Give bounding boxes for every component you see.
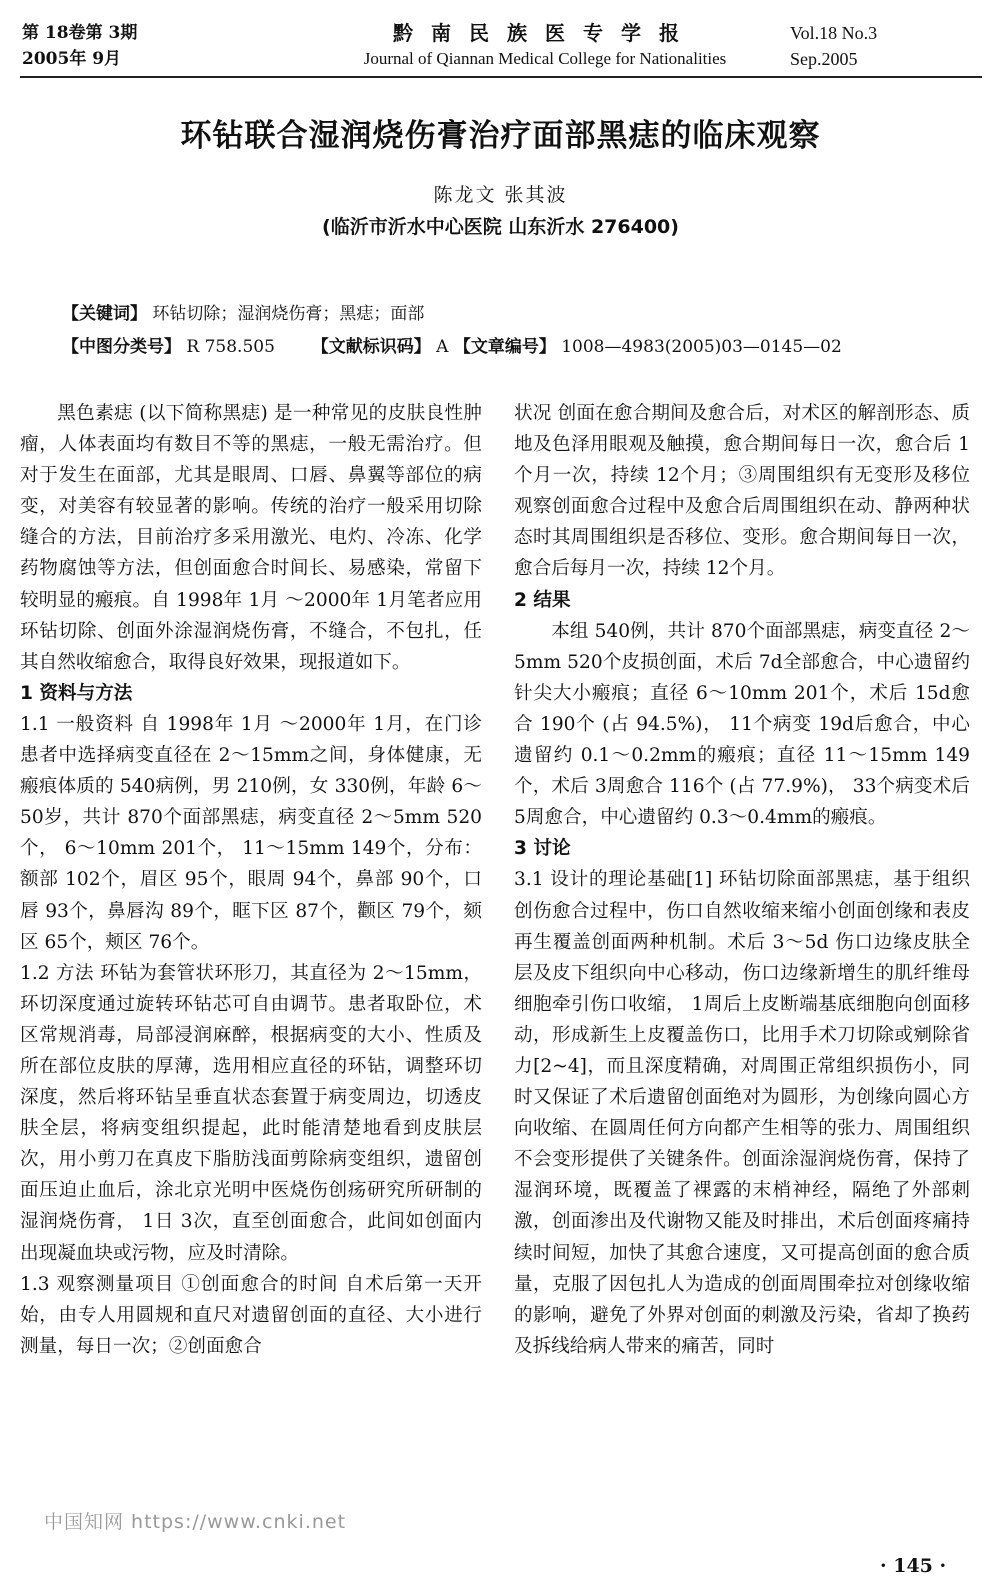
keywords-label: 【关键词】 (62, 304, 147, 324)
section-heading: 2 结果 (514, 589, 571, 611)
right-column (514, 398, 970, 1362)
section-heading: 1 资料与方法 (20, 682, 133, 704)
subsection-paragraph: 1.2 方法 环钻为套管状环形刀，其直径为 2～15mm，环切深度通过旋转环钻芯可自由调节。患者取卧位，术区常规消毒，局部浸润麻醉，根据病变的大小、性质及所在部位皮肤的厚薄，选用相应直径的环钻，调整环切深度，然后将环钻呈垂直状态套置于病变周边，切透皮肤全层，将病变组织提起，此时能清楚地看到皮肤层次，用小剪刀在真皮下脂肪浅面剪除病变组织，遗留创面压迫止血后，涂北京光明中医烧伤创疡研究所研制的湿润烧伤膏， 1日 3次，直至创面愈合，此间如创面内出现凝血块或污物，应及时清除。 (20, 962, 482, 1264)
cnki-watermark: 中国知网 https://www.cnki.net (44, 1511, 347, 1533)
header-rule (20, 76, 982, 78)
article-no-value: 1008—4983(2005)03—0145—02 (555, 337, 842, 357)
keywords (62, 300, 424, 328)
continued-paragraph: 状况 创面在愈合期间及愈合后，对术区的解剖形态、质地及色泽用眼观及触摸，愈合期间每日一次，愈合后 1个月一次，持续 12个月；③周围组织有无变形及移位 观察创面愈合过程中及愈合后周围组织在动、静两种状态时其周围组织是否移位、变形。愈合期间每日一次，愈合后每月一次，持续 12个月。 (514, 403, 970, 580)
classification-line (62, 333, 842, 361)
subsection-paragraph: 1.3 观察测量项目 ①创面愈合的时间 自术后第一天开始，由专人用圆规和直尺对遗留创面的直径、大小进行测量，每日一次；②创面愈合 (20, 1273, 482, 1357)
date-cn: 2005年 9月 (22, 49, 122, 69)
intro-paragraph: 黑色素痣 (以下简称黑痣) 是一种常见的皮肤良性肿瘤，人体表面均有数目不等的黑痣，一般无需治疗。但对于发生在面部，尤其是眼周、口唇、鼻翼等部位的病变，对美容有较显著的影响。传统的治疗一般采用切除缝合的方法，目前治疗多采用激光、电灼、冷冻、化学药物腐蚀等方法，但创面愈合时间长、易感染，常留下较明显的瘢痕。自 1998年 1月 ～2000年 1月笔者应用环钻切除、创面外涂湿润烧伤膏，不缝合，不包扎，任其自然收缩愈合，取得良好效果，现报道如下。 (20, 403, 482, 673)
left-column (20, 398, 482, 1362)
doc-code-value: A (430, 337, 454, 357)
article-title: 环钻联合湿润烧伤膏治疗面部黑痣的临床观察 (180, 118, 821, 154)
discussion-paragraph: 3.1 设计的理论基础[1] 环钻切除面部黑痣，基于组织创伤愈合过程中，伤口自然收缩来缩小创面创缘和表皮再生覆盖创面两种机制。术后 3～5d 伤口边缘皮肤全层及皮下组织向中心移动，伤口边缘新增生的肌纤维母细胞牵引伤口收缩， 1周后上皮断端基底细胞向创面移动，形成新生上皮覆盖伤口，比用手术刀切除或剜除省力[2~4]，而且深度精确，对周围正常组织损伤小，同时又保证了术后遗留创面绝对为圆形，为创缘向圆心方向收缩、在圆周任何方向都产生相等的张力、周围组织不会变形提供了关键条件。创面涂湿润烧伤膏，保持了湿润环境，既覆盖了裸露的末梢神经，隔绝了外部刺激，创面渗出及代谢物又能及时排出，术后创面疼痛持续时间短，加快了其愈合速度，又可提高创面的愈合质量，克服了因包扎人为造成的创面周围牵拉对创缘收缩的影响，避免了外界对创面的刺激及污染，省却了换药及拆线给病人带来的痛苦，同时 (514, 869, 970, 1357)
date-en: Sep.2005 (790, 49, 858, 69)
journal-name-en: Journal of Qiannan Medical College for Nationalities (363, 49, 727, 68)
clc-label: 【中图分类号】 (62, 337, 181, 357)
subsection-paragraph: 1.1 一般资料 自 1998年 1月 ～2000年 1月，在门诊患者中选择病变直径在 2～15mm之间，身体健康，无瘢痕体质的 540病例，男 210例，女 330例，年龄 6～50岁，共计 870个面部黑痣，病变直径 2～5mm 520个， 6～10mm 201个， 11～15mm 149个，分布：额部 102个，眉区 95个，眼周 94个，鼻部 90个，口唇 93个，鼻唇沟 89个，眶下区 87个，颧区 79个，颏区 65个，颊区 76个。 (20, 713, 482, 953)
journal-header (320, 18, 770, 70)
doc-code-label: 【文献标识码】 (311, 337, 431, 357)
page-number: · 145 · (880, 1555, 947, 1577)
volume-issue-cn: 第 18卷第 3期 (22, 23, 138, 43)
clc-value: R 758.505 (181, 337, 275, 357)
results-paragraph: 本组 540例，共计 870个面部黑痣，病变直径 2～5mm 520个皮损创面，术后 7d全部愈合，中心遗留约针尖大小瘢痕；直径 6～10mm 201个，术后 15d愈合 190个 (占 94.5%)， 11个病变 19d后愈合，中心遗留约 0.1～0.2mm的瘢痕；直径 11～15mm 149个，术后 3周愈合 116个 (占 77.9%)， 33个病变术后 5周愈合，中心遗留约 0.3～0.4mm的瘢痕。 (514, 620, 970, 829)
article-no-label: 【文章编号】 (453, 337, 556, 357)
issue-info-en (790, 20, 877, 72)
authors: 陈龙文 张其波 (433, 184, 568, 206)
journal-name-cn: 黔南民族医专学报 (393, 21, 697, 45)
section-heading: 3 讨论 (514, 838, 571, 860)
volume-issue-en: Vol.18 No.3 (790, 23, 878, 43)
affiliation: (临沂市沂水中心医院 山东沂水 276400) (322, 216, 679, 238)
issue-info-cn (22, 20, 137, 72)
keywords-text: 环钻切除；湿润烧伤膏；黑痣；面部 (147, 304, 425, 324)
